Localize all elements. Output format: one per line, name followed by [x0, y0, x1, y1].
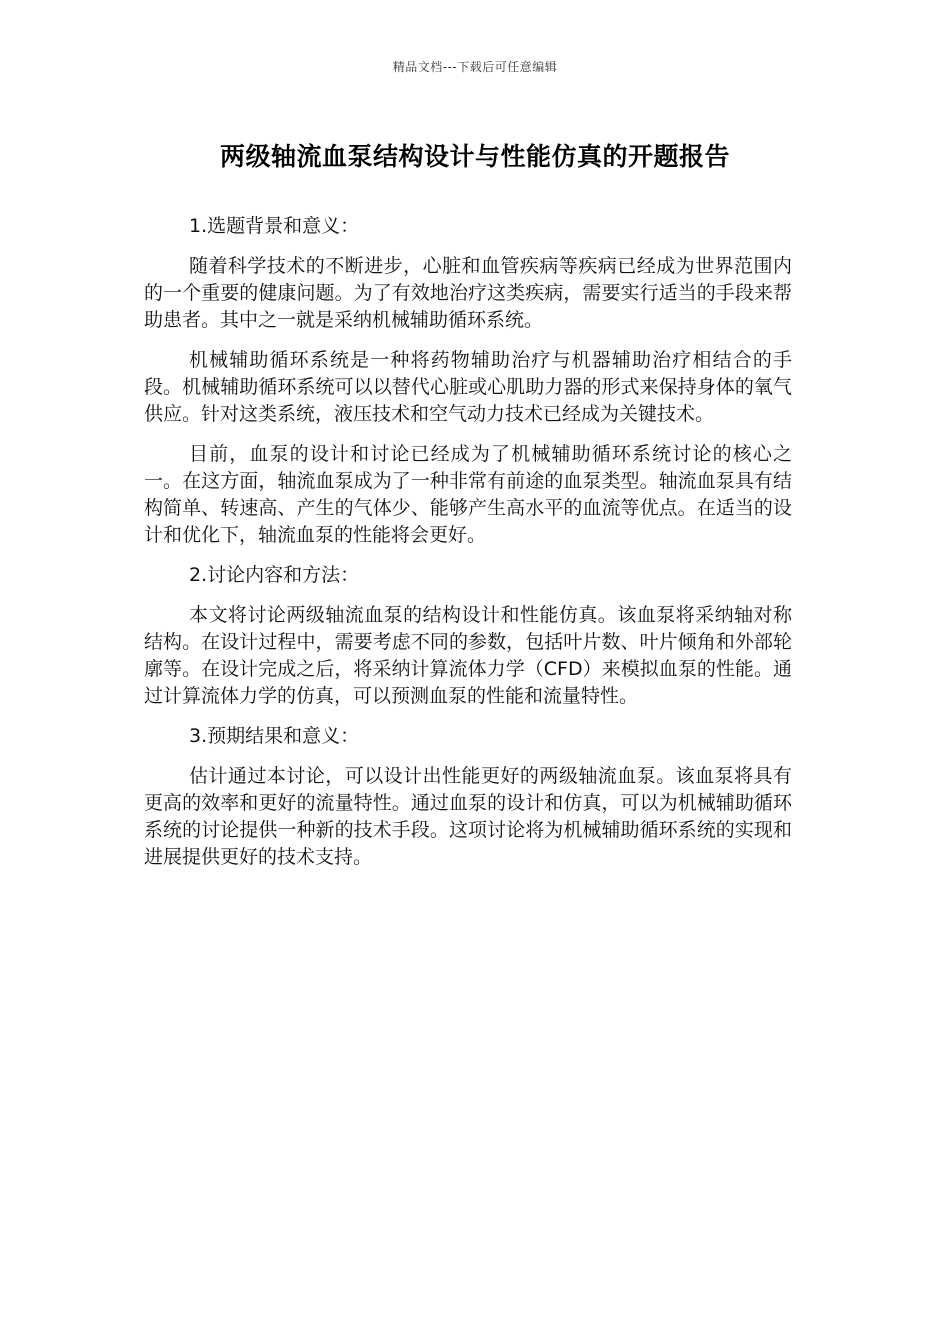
paragraph: 随着科学技术的不断进步，心脏和血管疾病等疾病已经成为世界范围内的一个重要的健康问题。为了有效地治疗这类疾病，需要实行适当的手段来帮助患者。其中之一就是采纳机械辅助循环系统。	[144, 255, 792, 331]
paragraph: 目前，血泵的设计和讨论已经成为了机械辅助循环系统讨论的核心之一。在这方面，轴流血泵成为了一种非常有前途的血泵类型。轴流血泵具有结构简单、转速高、产生的气体少、能够产生高水平的血流等优点。在适当的设计和优化下，轴流血泵的性能将会更好。	[144, 443, 792, 546]
document-body	[144, 213, 792, 884]
section-heading-expected-results: 3.预期结果和意义：	[189, 725, 360, 747]
page-header: 精品文档---下载后可任意编辑	[392, 60, 558, 74]
paragraph: 估计通过本讨论，可以设计出性能更好的两级轴流血泵。该血泵将具有更高的效率和更好的流量特性。通过血泵的设计和仿真，可以为机械辅助循环系统的讨论提供一种新的技术手段。这项讨论将为机械辅助循环系统的实现和进展提供更好的技术支持。	[144, 765, 792, 868]
paragraph: 机械辅助循环系统是一种将药物辅助治疗与机器辅助治疗相结合的手段。机械辅助循环系统可以以替代心脏或心肌助力器的形式来保持身体的氧气供应。针对这类系统，液压技术和空气动力技术已经成为关键技术。	[144, 349, 792, 425]
document-title: 两级轴流血泵结构设计与性能仿真的开题报告	[219, 142, 730, 171]
section-heading-methods: 2.讨论内容和方法：	[189, 564, 360, 586]
section-heading-background: 1.选题背景和意义：	[189, 215, 360, 237]
paragraph: 本文将讨论两级轴流血泵的结构设计和性能仿真。该血泵将采纳轴对称结构。在设计过程中，需要考虑不同的参数，包括叶片数、叶片倾角和外部轮廓等。在设计完成之后，将采纳计算流体力学（CFD）来模拟血泵的性能。通过计算流体力学的仿真，可以预测血泵的性能和流量特性。	[144, 604, 792, 707]
